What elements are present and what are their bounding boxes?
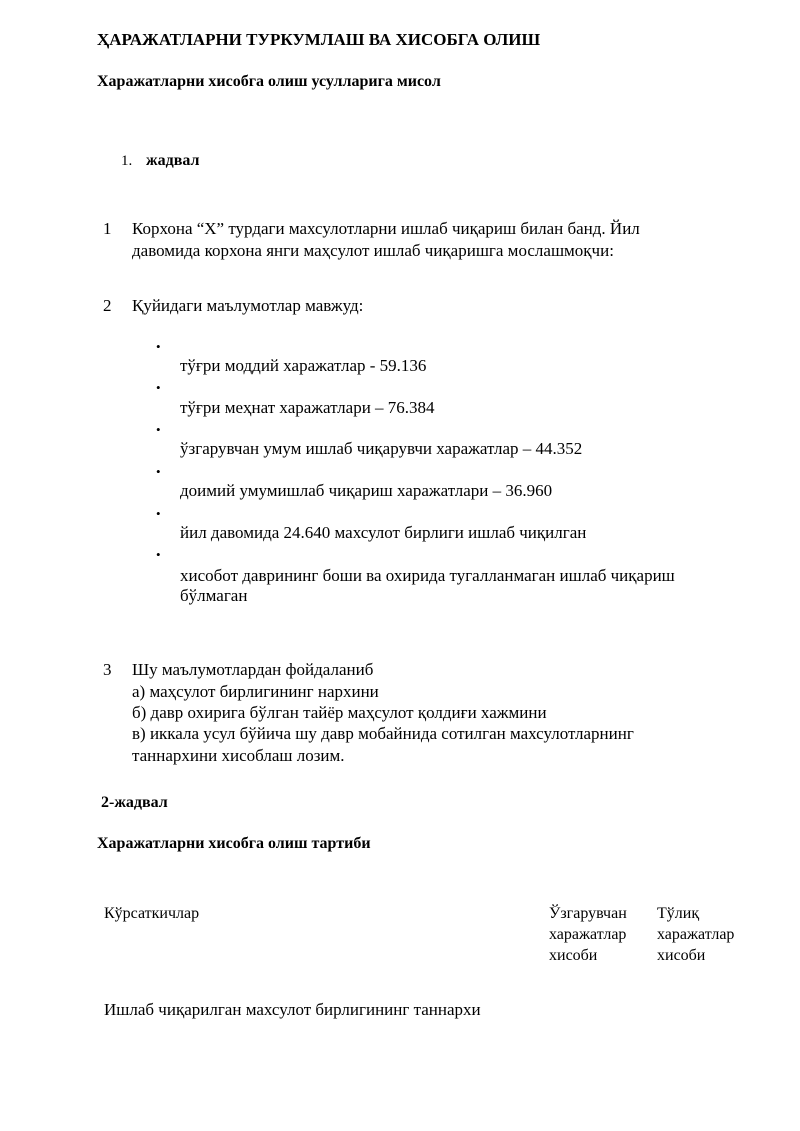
bullet-icon: • bbox=[156, 422, 161, 437]
table-row-label: Ишлаб чиқарилган махсулот бирлигининг таннархи bbox=[104, 1000, 481, 1019]
bullet-icon: • bbox=[156, 506, 161, 521]
item-number: 3 bbox=[103, 660, 112, 679]
table-header-full-costing: Тўлиқ харажатлар хисоби bbox=[657, 905, 735, 964]
bullet-text: тўғри меҳнат харажатлари – 76.384 bbox=[180, 398, 435, 417]
table1-number: 1. bbox=[121, 153, 133, 169]
bullet-icon: • bbox=[156, 380, 161, 395]
item-line: Қуйидаги маълумотлар мавжуд: bbox=[132, 296, 364, 315]
item-line: Корхона “X” турдаги махсулотларни ишлаб чиқариш билан банд. Йил bbox=[132, 219, 640, 238]
item-line: б) давр охирига бўлган тайёр маҳсулот қолдиғи хажмини bbox=[132, 703, 547, 722]
table1-label: жадвал bbox=[146, 152, 200, 169]
bullet-text: бўлмаган bbox=[180, 586, 248, 605]
bullet-text: ўзгарувчан умум ишлаб чиқарувчи харажатлар – 44.352 bbox=[180, 439, 583, 458]
bullet-text: тўғри моддий харажатлар - 59.136 bbox=[180, 356, 427, 375]
item-number: 2 bbox=[103, 296, 112, 315]
item-line: а) маҳсулот бирлигининг нархини bbox=[132, 682, 379, 701]
document-subtitle: Харажатларни хисобга олиш усулларига мисол bbox=[97, 73, 441, 90]
bullet-text: хисобот даврининг боши ва охирида тугалланмаган ишлаб чиқариш bbox=[180, 566, 675, 585]
bullet-icon: • bbox=[156, 464, 161, 479]
item-line: Шу маълумотлардан фойдаланиб bbox=[132, 660, 374, 679]
bullet-icon: • bbox=[156, 339, 161, 354]
document-title: ҲАРАЖАТЛАРНИ ТУРКУМЛАШ ВА ХИСОБГА ОЛИШ bbox=[97, 30, 541, 49]
bullet-text: доимий умумишлаб чиқариш харажатлари – 36.960 bbox=[180, 481, 553, 500]
bullet-icon: • bbox=[156, 547, 161, 562]
item-line: таннархини хисоблаш лозим. bbox=[132, 746, 345, 765]
table-header-indicators: Кўрсаткичлар bbox=[104, 905, 200, 922]
table2-caption: Харажатларни хисобга олиш тартиби bbox=[97, 835, 371, 852]
table2-label: 2-жадвал bbox=[101, 794, 168, 811]
item-line: в) иккала усул бўйича шу давр мобайнида сотилган махсулотларнинг bbox=[132, 724, 634, 743]
item-number: 1 bbox=[103, 219, 112, 238]
table-header-variable-costing: Ўзгарувчан харажатлар хисоби bbox=[549, 905, 627, 964]
bullet-text: йил давомида 24.640 махсулот бирлиги ишлаб чиқилган bbox=[180, 523, 587, 542]
item-line: давомида корхона янги маҳсулот ишлаб чиқаришга мослашмоқчи: bbox=[132, 241, 614, 260]
